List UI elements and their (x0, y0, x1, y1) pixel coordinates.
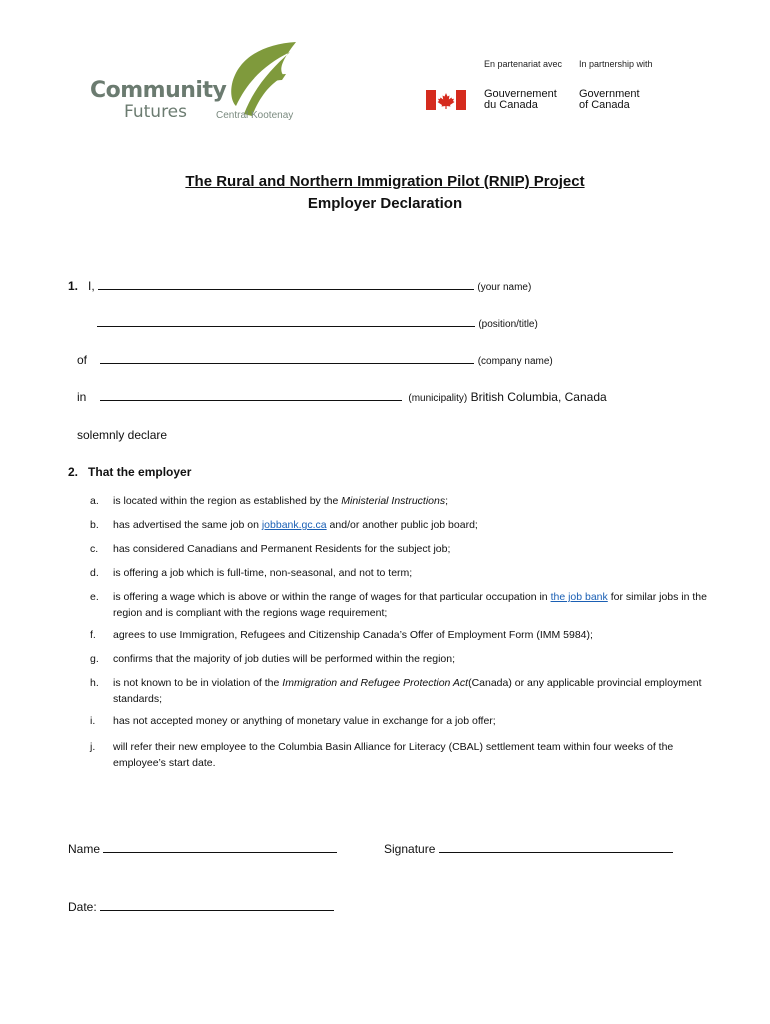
hint-position: (position/title) (478, 319, 538, 330)
position-title-field[interactable] (97, 316, 475, 327)
section2-number: 2. (68, 465, 79, 479)
condition-text-part: is not known to be in violation of the (113, 677, 283, 689)
logo-subtitle: Central Kootenay (216, 110, 294, 121)
condition-text-part: agrees to use Immigration, Refugees and Citizenship Canada’s Offer of Employment Form (IMM 5984); (113, 629, 593, 641)
condition-text (113, 651, 713, 667)
hint-municipality: (municipality) (408, 393, 468, 404)
signature-label: Signature (384, 842, 436, 856)
condition-letter: f. (90, 629, 96, 641)
section1-number: 1. (68, 279, 79, 293)
document-subtitle: Employer Declaration (307, 195, 463, 212)
partner-text-en: In partnership with (579, 59, 653, 69)
condition-text (113, 675, 713, 707)
condition-text (113, 565, 713, 581)
condition-text (113, 627, 713, 643)
name-signoff-row (68, 842, 337, 856)
prefix-of: of (77, 353, 88, 367)
condition-letter: i. (90, 715, 96, 727)
condition-emphasis: Ministerial Instructions (341, 495, 446, 507)
logo-word-community: Community (90, 78, 227, 103)
condition-text-part: has advertised the same job on (113, 519, 262, 531)
section2-title: That the employer (88, 465, 192, 479)
canada-flag-icon (426, 90, 466, 110)
your-name-row (68, 279, 531, 293)
condition-text (113, 541, 713, 557)
condition-text (113, 739, 713, 771)
municipality-field[interactable] (100, 390, 402, 401)
signature-row (384, 842, 673, 856)
condition-text-part: is offering a job which is full-time, non-seasonal, and not to term; (113, 567, 413, 579)
condition-letter: c. (90, 543, 99, 555)
condition-text-part: and/or another public job board; (326, 519, 478, 531)
condition-item (90, 739, 730, 773)
name-signature-field[interactable] (103, 842, 337, 853)
government-name-en-line1: Government (579, 88, 640, 100)
condition-letter: e. (90, 591, 99, 603)
condition-text-part: for similar jobs in the region and is compliant with the regions wage requirement; (113, 591, 707, 619)
position-row (97, 316, 538, 330)
condition-link[interactable]: jobbank.gc.ca (261, 519, 327, 531)
condition-text-part: confirms that the majority of job duties will be performed within the region; (113, 653, 455, 665)
government-name-fr (484, 89, 557, 111)
condition-text-part: will refer their new employee to the Columbia Basin Alliance for Literacy (CBAL) settlement team within four weeks of the employee’s start date. (113, 741, 674, 769)
condition-text (113, 713, 713, 729)
logo-word-futures: Futures (124, 102, 187, 122)
condition-text-part: (Canada) or any applicable provincial employment standards; (113, 677, 702, 705)
condition-letter: d. (90, 567, 99, 579)
date-label: Date: (68, 900, 97, 914)
name-label: Name (68, 842, 101, 856)
government-name-fr-line2: du Canada (484, 99, 538, 111)
title-line1: The Rural and Northern Immigration Pilot (RNIP) Project (185, 173, 585, 190)
municipality-row (77, 390, 607, 404)
condition-text-part: ; (445, 495, 449, 507)
condition-item (90, 675, 730, 709)
condition-text (113, 517, 713, 533)
document-title (0, 173, 770, 190)
hint-company: (company name) (477, 356, 553, 367)
prefix-in: in (77, 390, 87, 404)
condition-letter: a. (90, 495, 99, 507)
condition-text (113, 493, 713, 509)
company-row (77, 353, 553, 367)
community-futures-logo (90, 40, 300, 125)
government-name-en (579, 89, 640, 111)
condition-letter: b. (90, 519, 99, 531)
prefix-i: I, (88, 279, 95, 293)
solemnly-declare: solemnly declare (77, 428, 168, 442)
your-name-field[interactable] (98, 279, 474, 290)
condition-text-part: is located within the region as established by the (113, 495, 342, 507)
section2-heading (68, 465, 191, 479)
condition-emphasis: Immigration and Refugee Protection Act (282, 677, 469, 689)
company-name-field[interactable] (100, 353, 474, 364)
condition-letter: h. (90, 677, 99, 689)
date-field[interactable] (100, 900, 334, 911)
condition-item (90, 589, 730, 623)
condition-link[interactable]: the job bank (550, 591, 608, 603)
signature-field[interactable] (439, 842, 673, 853)
condition-text (113, 589, 713, 621)
condition-letter: g. (90, 653, 99, 665)
province-text: British Columbia, Canada (470, 390, 607, 404)
condition-text-part: is offering a wage which is above or within the range of wages for that particular occupation in (113, 591, 551, 603)
government-name-en-line2: of Canada (579, 99, 630, 111)
hint-your-name: (your name) (477, 282, 532, 293)
partner-text-fr: En partenariat avec (484, 59, 563, 69)
condition-text-part: has not accepted money or anything of monetary value in exchange for a job offer; (113, 715, 496, 727)
condition-text-part: has considered Canadians and Permanent Residents for the subject job; (113, 543, 451, 555)
date-row (68, 900, 334, 914)
government-name-fr-line1: Gouvernement (484, 88, 557, 100)
condition-letter: j. (90, 741, 96, 753)
